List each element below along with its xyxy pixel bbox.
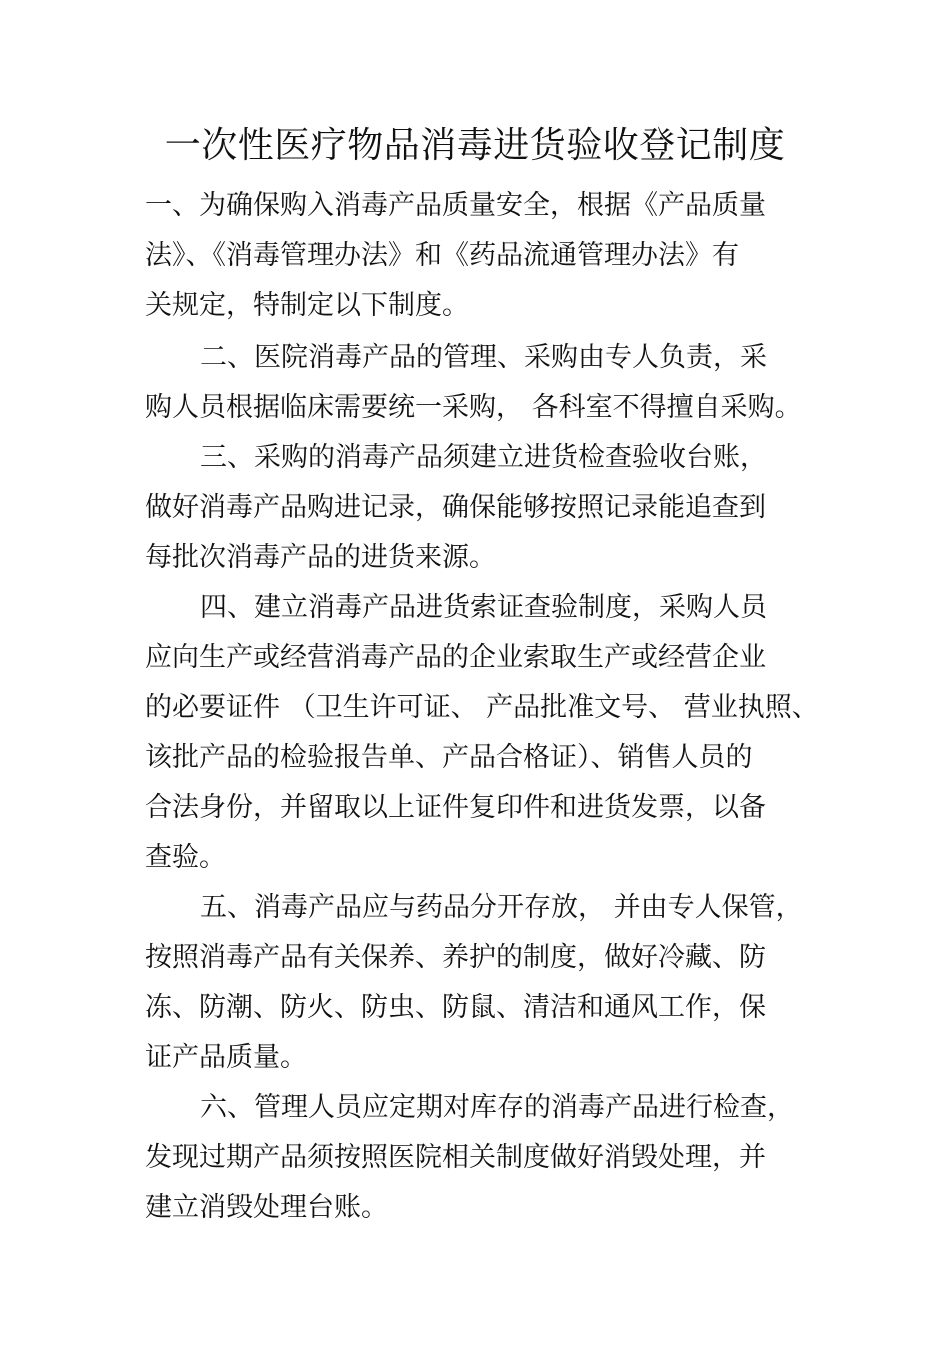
paragraph-3-line-3: 每批次消毒产品的进货来源。 — [145, 542, 496, 573]
paragraph-5-line-4: 证产品质量。 — [145, 1042, 307, 1073]
paragraph-4-line-1: 四、建立消毒产品进货索证查验制度，采购人员 — [200, 592, 767, 623]
paragraph-4-line-3: 的必要证件 （卫生许可证、 产品批准文号、 营业执照、 — [145, 692, 819, 723]
paragraph-6-line-3: 建立消毁处理台账。 — [145, 1192, 388, 1223]
paragraph-3-line-1: 三、采购的消毒产品须建立进货检查验收台账， — [200, 442, 767, 473]
paragraph-5-line-1: 五、消毒产品应与药品分开存放， 并由专人保管， — [200, 892, 803, 923]
paragraph-6-line-1: 六、管理人员应定期对库存的消毒产品进行检查， — [200, 1092, 794, 1123]
paragraph-4-line-6: 查验。 — [145, 842, 226, 873]
paragraph-1-line-3: 关规定，特制定以下制度。 — [145, 290, 469, 321]
paragraph-4-line-5: 合法身份，并留取以上证件复印件和进货发票，以备 — [145, 792, 766, 823]
paragraph-2-line-2: 购人员根据临床需要统一采购， 各科室不得擅自采购。 — [145, 392, 802, 423]
paragraph-2-line-1: 二、医院消毒产品的管理、采购由专人负责，采 — [200, 342, 767, 373]
paragraph-5-line-3: 冻、防潮、防火、防虫、防鼠、清洁和通风工作，保 — [145, 992, 766, 1023]
paragraph-5-line-2: 按照消毒产品有关保养、养护的制度，做好冷藏、防 — [145, 942, 766, 973]
paragraph-6-line-2: 发现过期产品须按照医院相关制度做好消毁处理，并 — [145, 1142, 766, 1173]
paragraph-3-line-2: 做好消毒产品购进记录，确保能够按照记录能追查到 — [145, 492, 766, 523]
paragraph-4-line-2: 应向生产或经营消毒产品的企业索取生产或经营企业 — [145, 642, 766, 673]
paragraph-4-line-4: 该批产品的检验报告单、产品合格证）、销售人员的 — [145, 742, 753, 773]
document-title: 一次性医疗物品消毒进货验收登记制度 — [164, 125, 786, 166]
paragraph-1-line-1: 一、为确保购入消毒产品质量安全，根据《产品质量 — [145, 190, 766, 221]
paragraph-1-line-2: 法》、《消毒管理办法》和《药品流通管理办法》有 — [145, 240, 739, 271]
